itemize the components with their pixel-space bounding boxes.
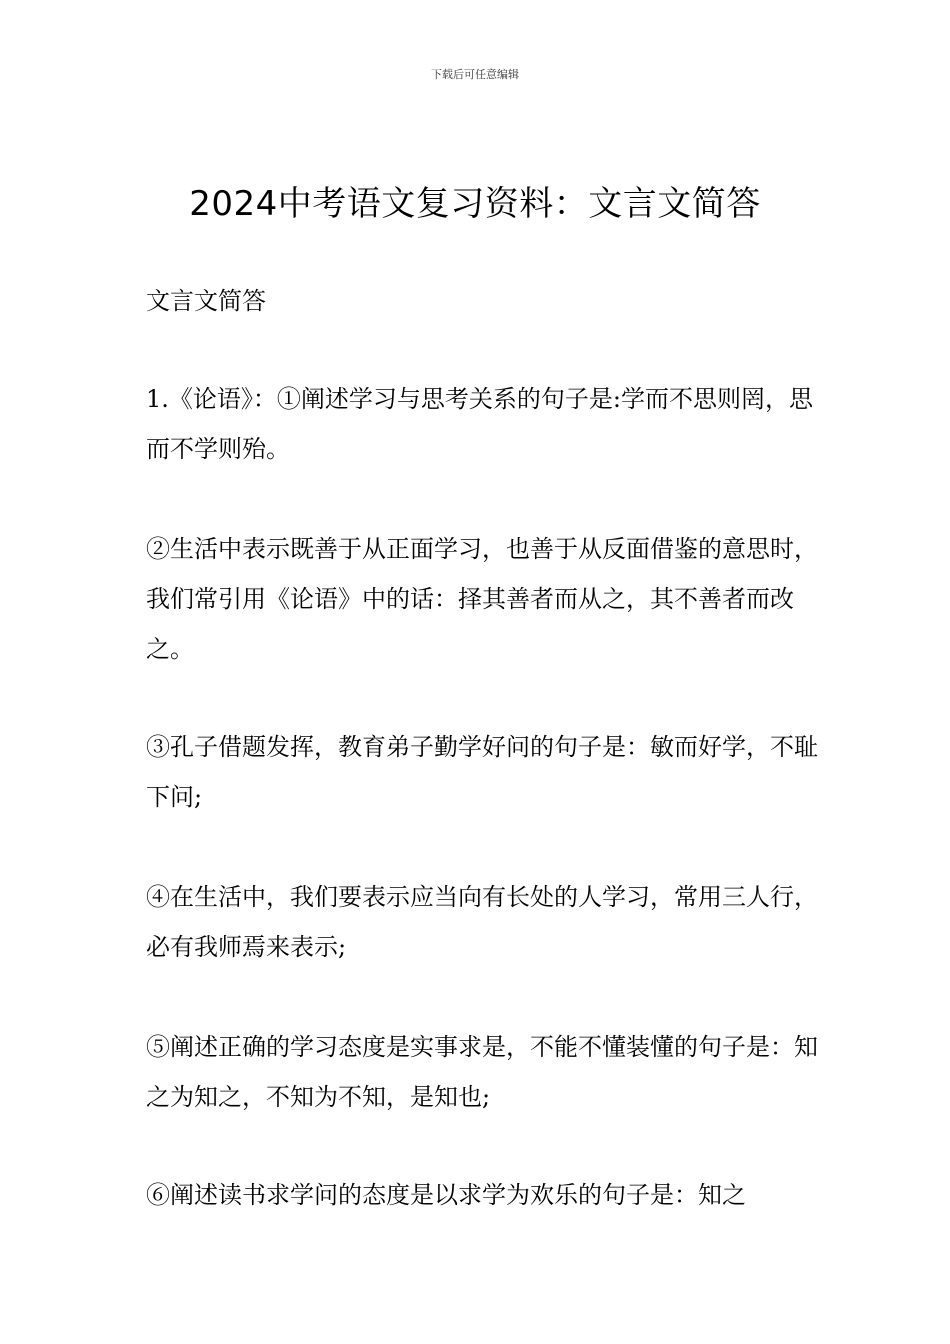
- paragraph-2: ②生活中表示既善于从正面学习，也善于从反面借鉴的意思时，我们常引用《论语》中的话：择其善者而从之，其不善者而改之。: [146, 535, 818, 663]
- paragraph-5: ⑤阐述正确的学习态度是实事求是，不能不懂装懂的句子是：知之为知之，不知为不知，是知也;: [146, 1033, 818, 1111]
- paragraph-4: ④在生活中，我们要表示应当向有长处的人学习，常用三人行，必有我师焉来表示;: [146, 883, 818, 961]
- document-title: 2024中考语文复习资料：文言文简答: [189, 184, 761, 224]
- paragraph-3: ③孔子借题发挥，教育弟子勤学好问的句子是：敏而好学，不耻下问;: [146, 733, 818, 811]
- paragraph-6: ⑥阐述读书求学问的态度是以求学为欢乐的句子是：知之: [146, 1181, 746, 1209]
- page-header-note: 下载后可任意编辑: [431, 68, 519, 81]
- section-subheading: 文言文简答: [146, 287, 266, 315]
- paragraph-1: 1.《论语》：①阐述学习与思考关系的句子是:学而不思则罔，思而不学则殆。: [146, 385, 813, 463]
